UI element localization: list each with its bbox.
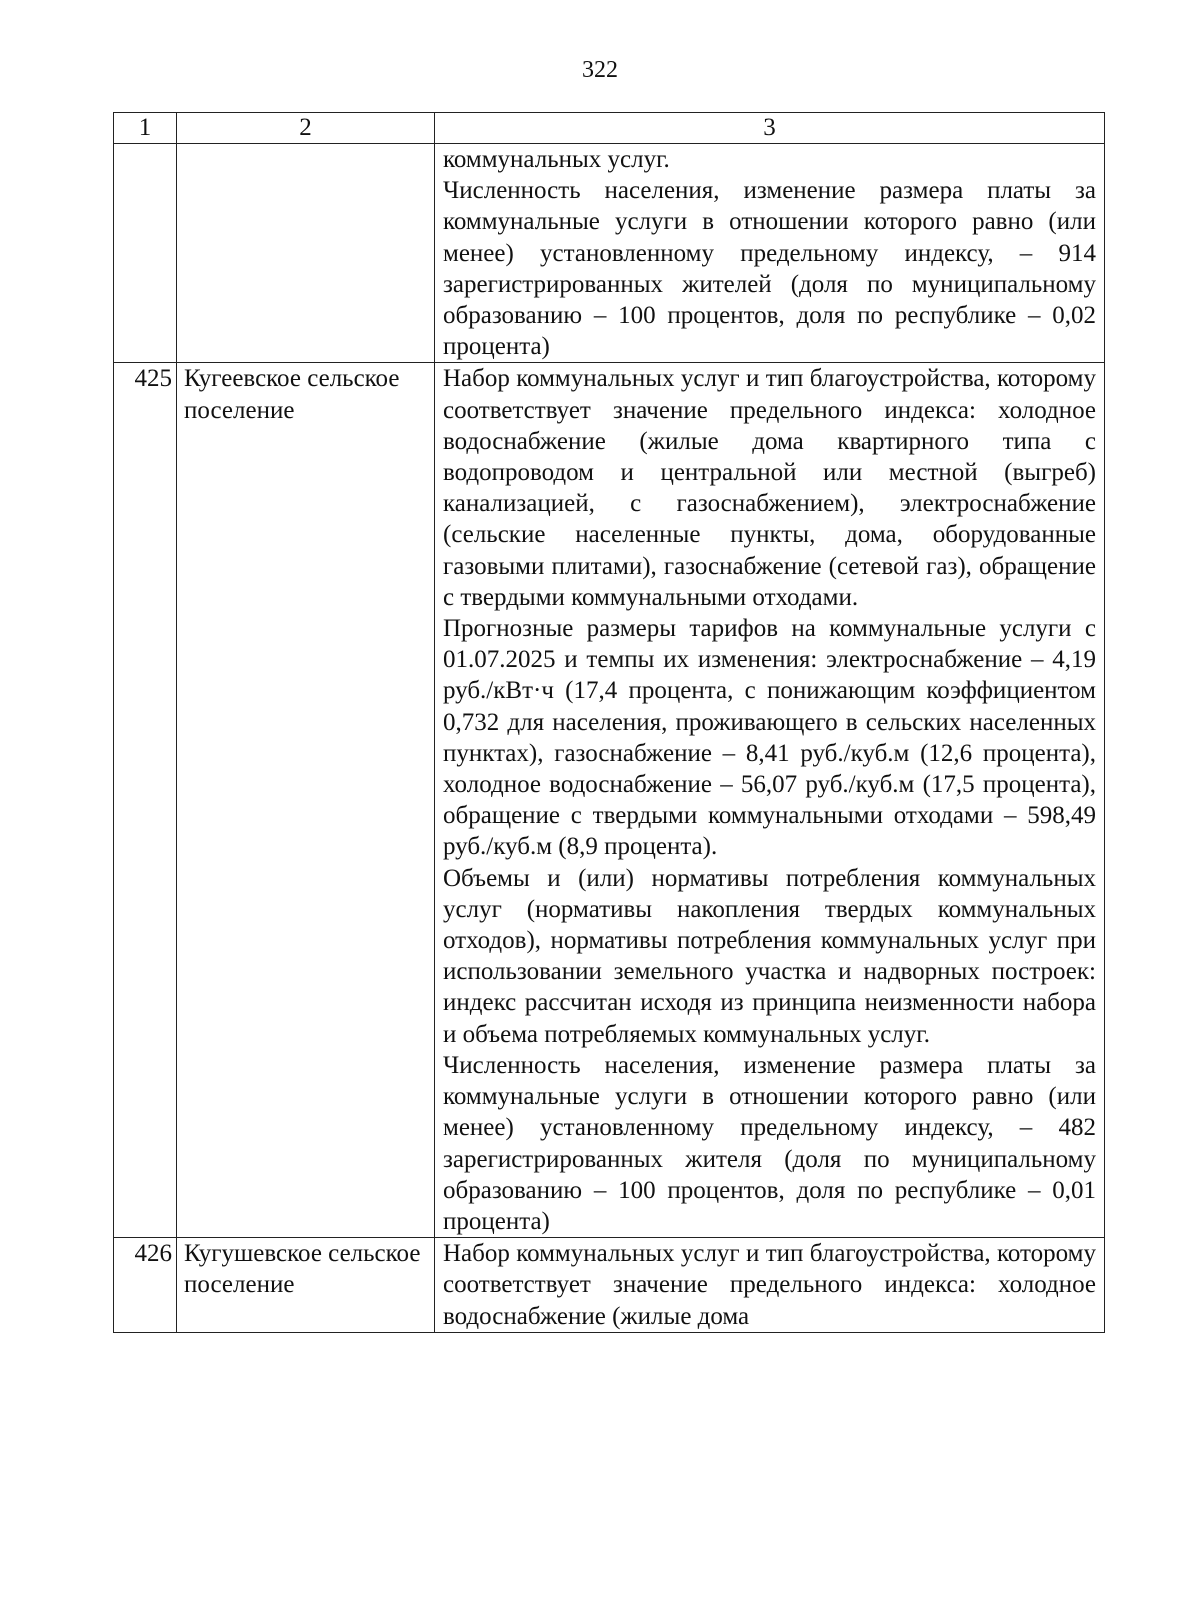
row-number	[114, 144, 177, 363]
row-number: 425	[114, 363, 177, 1238]
row-description	[435, 363, 1105, 1238]
paragraph: Объемы и (или) нормативы потребления коммунальных услуг (нормативы накопления твердых коммунальных отходов), нормативы потребления коммунальных услуг при использовании земельного участка и надворных построек: индекс рассчитан исходя из принципа неизменности набора и объема потребляемых коммунальных услуг.	[443, 864, 1096, 1048]
header-cell-3: 3	[435, 113, 1105, 144]
indices-table	[113, 112, 1105, 1333]
header-cell-1: 1	[114, 113, 177, 144]
paragraph: Набор коммунальных услуг и тип благоустройства, которому соответствует значение предельного индекса: холодное водоснабжение (жилые дома	[443, 1240, 1096, 1330]
table-header-row	[114, 113, 1105, 144]
paragraph: Набор коммунальных услуг и тип благоустройства, которому соответствует значение предельного индекса: холодное водоснабжение (жилые дома квартирного типа с водопроводом и центральной или местной (выгреб) канализацией, с газоснабжением), электроснабжение (сельские населенные пункты, дома, оборудованные газовыми плитами), газоснабжение (сетевой газ), обращение с твердыми коммунальными отходами.	[443, 365, 1096, 611]
table-row	[114, 1238, 1105, 1333]
municipality-name: Кугеевское сельское поселение	[177, 363, 435, 1238]
table-row	[114, 144, 1105, 363]
paragraph: Численность населения, изменение размера платы за коммунальные услуги в отношении которого равно (или менее) установленному предельному индексу, – 914 зарегистрированных жителей (доля по муниципальному образованию – 100 процентов, доля по республике – 0,02 процента)	[443, 177, 1096, 361]
row-description	[435, 1238, 1105, 1333]
municipality-name: Кугушевское сельское поселение	[177, 1238, 435, 1333]
row-description	[435, 144, 1105, 363]
row-number: 426	[114, 1238, 177, 1333]
paragraph: Прогнозные размеры тарифов на коммунальные услуги с 01.07.2025 и темпы их изменения: электроснабжение – 4,19 руб./кВт·ч (17,4 процента, с понижающим коэффициентом 0,732 для населения, проживающего в сельских населенных пунктах), газоснабжение – 8,41 руб./куб.м (12,6 процента), холодное водоснабжение – 56,07 руб./куб.м (17,5 процента), обращение с твердыми коммунальными отходами – 598,49 руб./куб.м (8,9 процента).	[443, 615, 1096, 861]
header-cell-2: 2	[177, 113, 435, 144]
paragraph: Численность населения, изменение размера платы за коммунальные услуги в отношении которого равно (или менее) установленному предельному индексу, – 482 зарегистрированных жителя (доля по муниципальному образованию – 100 процентов, доля по республике – 0,01 процента)	[443, 1051, 1096, 1235]
page-number: 322	[582, 57, 618, 83]
paragraph: коммунальных услуг.	[443, 146, 670, 173]
municipality-name	[177, 144, 435, 363]
table-row	[114, 363, 1105, 1238]
